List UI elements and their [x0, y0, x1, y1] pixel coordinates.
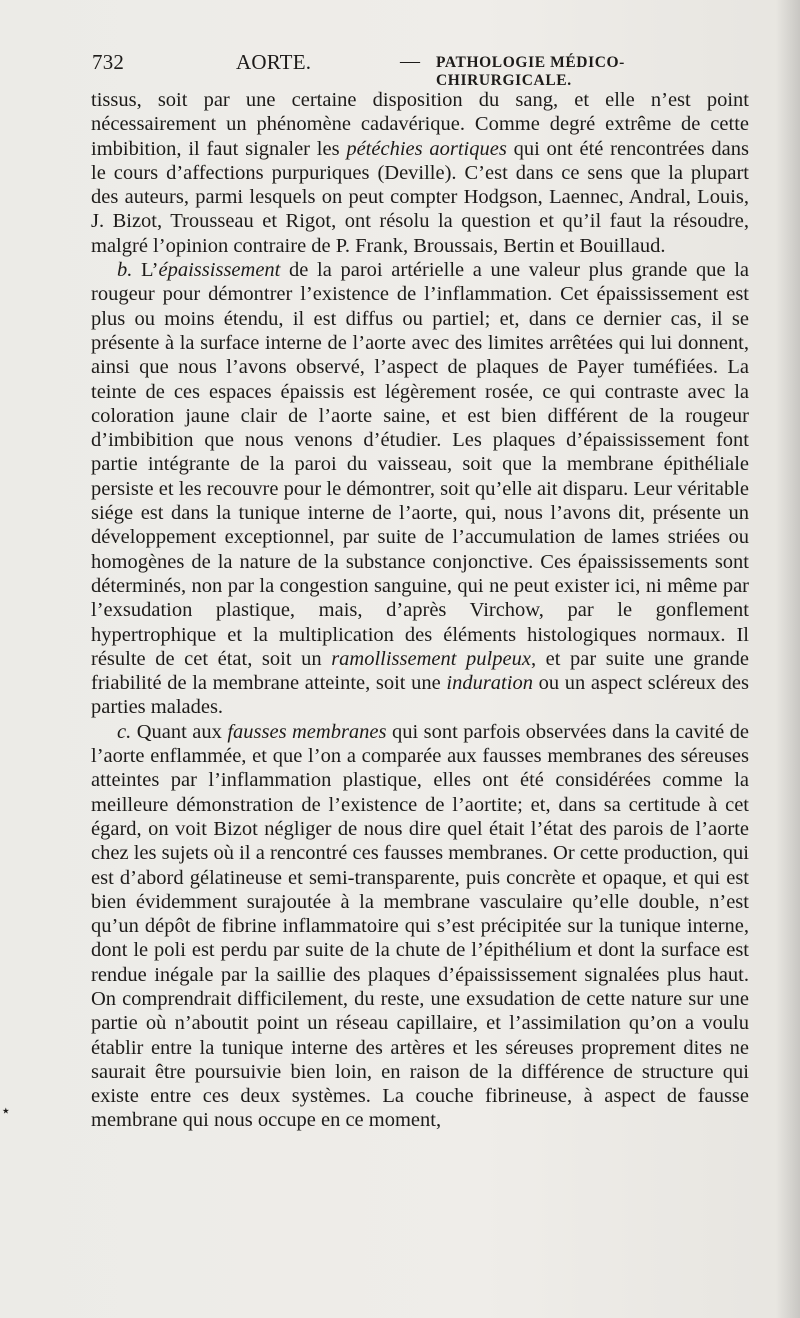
- page-gutter-shadow: [776, 0, 800, 1318]
- paragraph: [91, 258, 749, 720]
- text-run: , et par suite une grande friabilité de la membrane atteinte, soit une: [91, 647, 750, 695]
- body-text: [91, 88, 749, 1133]
- running-subtitle: PATHOLOGIE MÉDICO-CHIRURGICALE.: [436, 54, 625, 89]
- text-run: tissus, soit par une certaine disposition du sang, et elle n’est point nécessairement un phénomène cadavérique. Comme degré extrême de cette imbibition, il faut signaler les: [91, 89, 749, 160]
- paragraph: [91, 720, 749, 1133]
- italic-run: induration: [446, 672, 533, 695]
- text-run: Quant aux: [136, 720, 228, 743]
- margin-mark: ٭: [2, 1104, 10, 1119]
- paragraph: [91, 88, 749, 258]
- text-run: L’: [141, 259, 159, 282]
- italic-run: ramollissement pulpeux: [331, 647, 531, 670]
- italic-run: pétéchies aortiques: [346, 137, 507, 160]
- italic-run: fausses membranes: [227, 720, 387, 743]
- running-title: AORTE.: [236, 50, 312, 74]
- text-run: de la paroi artérielle a une valeur plus grande que la rougeur pour démontrer l’existence de l’inflammation. Cet épaississement est plus ou moins étendu, il est diffus ou partiel; et, dans ce dernier cas, il se présente à la surface interne de l’aorte avec des limites arrêtées qui lui donnent, ainsi que nous l’avons observé, l’aspect de plaques de Payer tuméfiées. La teinte de ces espaces épaissis est légèrement rosée, ce qui contraste avec la coloration jaune clair de l’aorte saine, et est bien différent de la rougeur d’imbibition que nous venons d’étudier. Les plaques d’épaississement font partie intégrante de la paroi du vaisseau, soit que la membrane épithéliale persiste et les recouvre pour le démontrer, soit qu’elle ait disparu. Leur véritable siége est dans la tunique interne de l’aorte, qui, nous l’avons dit, présente un développement exceptionnel, par suite de l’accumulation de lames striées ou homogènes de la nature de la substance conjonctive. Ces épaississements sont déterminés, non par la congestion sanguine, qui ne peut exister ici, ni même par l’exsudation plastique, mais, d’après Virchow, par le gonflement hypertrophique et la multiplication des éléments histologiques normaux. Il résulte de cet état, soit un: [91, 259, 750, 670]
- header-dash: —: [400, 50, 421, 72]
- italic-run: c.: [117, 720, 137, 743]
- page-number: 732: [92, 50, 125, 74]
- text-run: ou un aspect scléreux des parties malades.: [91, 672, 749, 719]
- text-run: qui ont été rencontrées dans le cours d’affections purpuriques (Deville). C’est dans ce sens que la plupart des auteurs, parmi lesquels on peut compter Hodgson, Laennec, Andral, Louis, J. Bizot, Trousseau et Rigot, ont résolu la question et qu’il faut la résoudre, malgré l’opinion contraire de P. Frank, Broussais, Bertin et Bouillaud.: [91, 137, 749, 257]
- italic-run: b.: [117, 259, 142, 282]
- running-header: [92, 46, 752, 89]
- italic-run: épaississement: [158, 259, 281, 282]
- text-run: qui sont parfois observées dans la cavité de l’aorte enflammée, et que l’on a comparée aux fausses membranes des séreuses atteintes par l’inflammation plastique, elles ont été considérées comme la meilleure démonstration de l’existence de l’aortite; et, dans sa certitude à cet égard, on voit Bizot négliger de nous dire quel était l’état des parois de l’aorte chez les sujets où il a rencontré ces fausses membranes. Or cette production, qui est d’abord gélatineuse et semi-transparente, puis concrète et opaque, et qui est bien évidemment surajoutée à la membrane vasculaire qu’elle double, n’est qu’un dépôt de fibrine inflammatoire qui s’est précipitée sur la tunique interne, dont le poli est perdu par suite de la chute de l’épithélium et dont la surface est rendue inégale par la saillie des plaques d’épaississement signalées plus haut. On comprendrait difficilement, du reste, une exsudation de cette nature sur une partie où n’aboutit point un réseau capillaire, et l’assimilation qu’on a voulu établir entre la tunique interne des artères et les séreuses proprement dites ne saurait être poursuivie bien loin, en raison de la différence de structure qui existe entre ces deux systèmes. La couche fibrineuse, à aspect de fausse membrane qui nous occupe en ce moment,: [91, 720, 749, 1132]
